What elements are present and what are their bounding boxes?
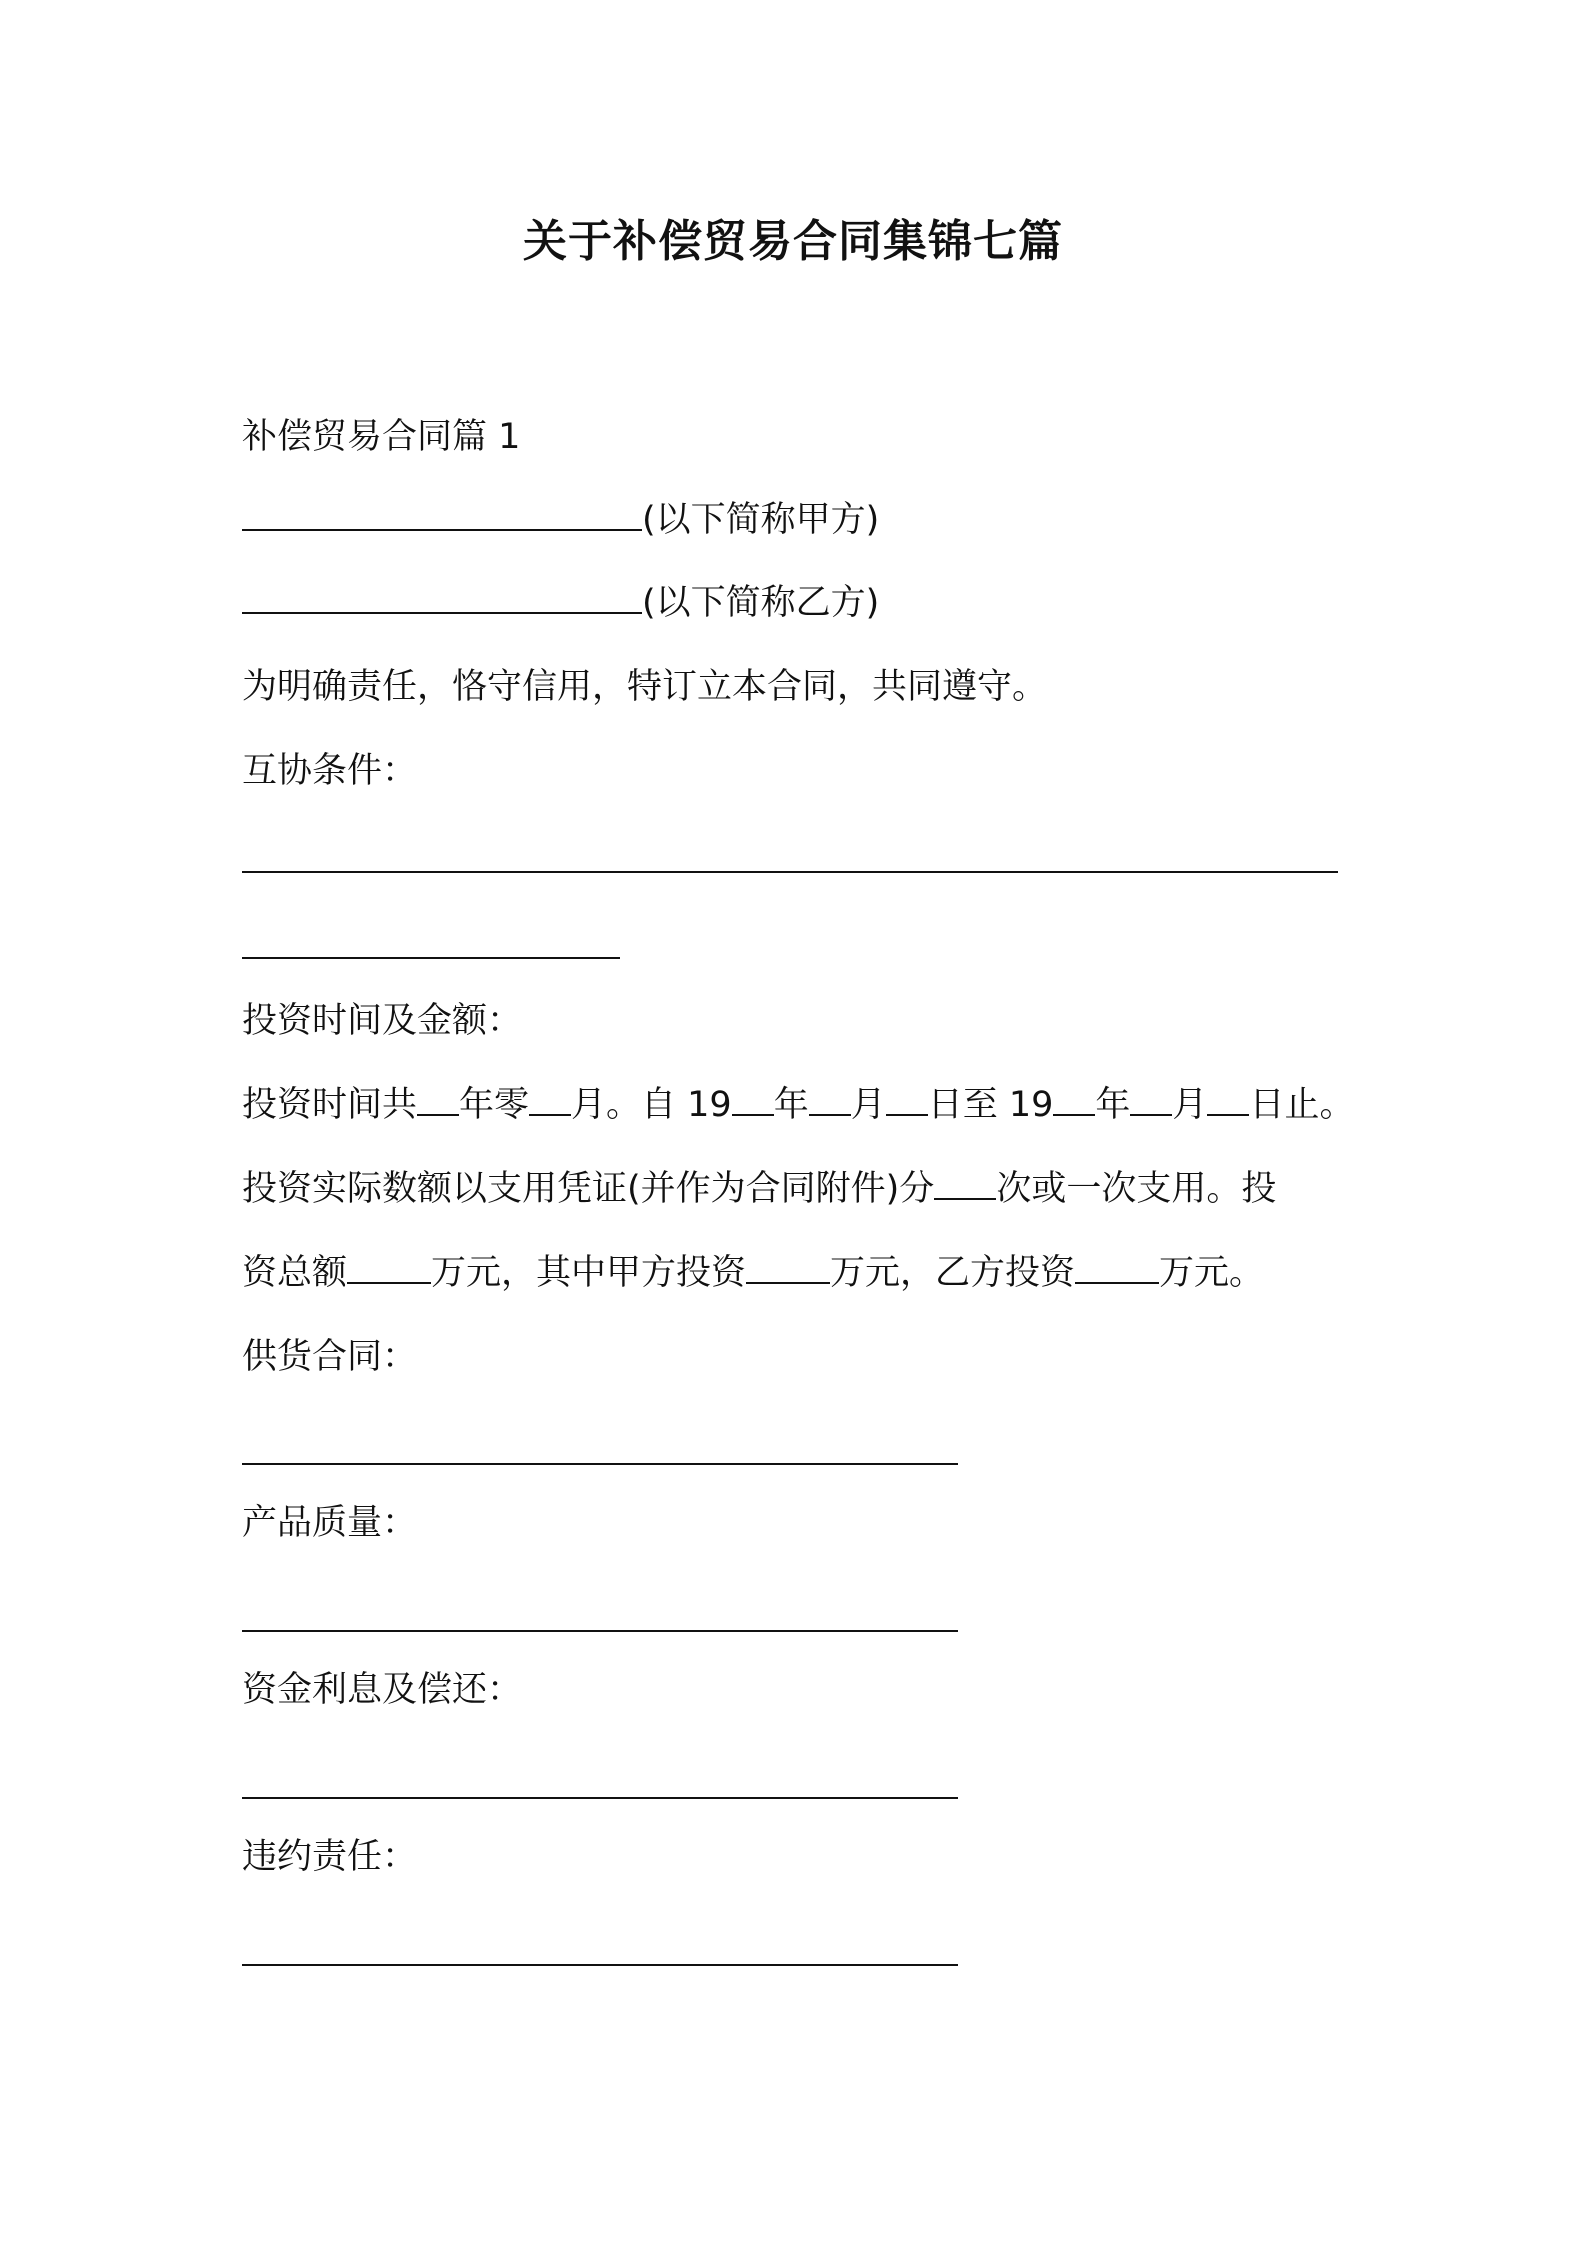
investment-amount-text: 投资实际数额以支用凭证(并作为合同附件)分 bbox=[242, 1169, 935, 1209]
total-amount-blank[interactable] bbox=[347, 1252, 431, 1284]
end-year-blank[interactable] bbox=[1053, 1084, 1095, 1116]
investment-amount-text: 次或一次支用。投 bbox=[996, 1169, 1277, 1209]
end-month-blank[interactable] bbox=[1130, 1084, 1172, 1116]
party-a-investment-blank[interactable] bbox=[746, 1252, 830, 1284]
investment-total-text: 万元，乙方投资 bbox=[830, 1253, 1076, 1293]
investment-time-text: 投资时间共 bbox=[242, 1085, 418, 1125]
months-blank[interactable] bbox=[529, 1084, 571, 1116]
investment-total-text: 万元，其中甲方投资 bbox=[431, 1253, 747, 1293]
product-quality-blank[interactable] bbox=[242, 1630, 958, 1632]
investment-time-line bbox=[242, 1080, 1354, 1130]
section-heading: 补偿贸易合同篇 1 bbox=[242, 417, 521, 457]
breach-blank[interactable] bbox=[242, 1964, 958, 1966]
supply-contract-blank[interactable] bbox=[242, 1463, 958, 1465]
mutual-terms-label: 互协条件： bbox=[242, 751, 418, 791]
years-blank[interactable] bbox=[417, 1084, 459, 1116]
party-a-blank[interactable] bbox=[242, 499, 642, 531]
party-a-line bbox=[242, 495, 879, 545]
funds-interest-blank[interactable] bbox=[242, 1797, 958, 1799]
breach-label: 违约责任： bbox=[242, 1837, 418, 1877]
investment-time-text: 月 bbox=[850, 1085, 886, 1125]
investment-time-text: 年零 bbox=[459, 1085, 530, 1125]
investment-time-text: 月 bbox=[1172, 1085, 1208, 1125]
mutual-terms-blank-1[interactable] bbox=[242, 871, 1338, 873]
party-b-investment-blank[interactable] bbox=[1075, 1252, 1159, 1284]
start-month-blank[interactable] bbox=[809, 1084, 851, 1116]
investment-total-text: 资总额 bbox=[242, 1253, 348, 1293]
investment-total-text: 万元。 bbox=[1159, 1253, 1265, 1293]
document-title: 关于补偿贸易合同集锦七篇 bbox=[523, 216, 1063, 267]
product-quality-label: 产品质量： bbox=[242, 1503, 418, 1543]
investment-label: 投资时间及金额： bbox=[242, 1001, 523, 1041]
supply-contract-label: 供货合同： bbox=[242, 1337, 418, 1377]
mutual-terms-blank-2[interactable] bbox=[242, 957, 620, 959]
investment-amount-line bbox=[242, 1164, 1276, 1214]
funds-interest-label: 资金利息及偿还： bbox=[242, 1670, 523, 1710]
end-day-blank[interactable] bbox=[1207, 1084, 1249, 1116]
start-year-blank[interactable] bbox=[732, 1084, 774, 1116]
intro-paragraph: 为明确责任，恪守信用，特订立本合同，共同遵守。 bbox=[242, 667, 1048, 707]
party-b-label: (以下简称乙方) bbox=[642, 583, 880, 623]
investment-time-text: 日止。 bbox=[1249, 1085, 1355, 1125]
party-b-blank[interactable] bbox=[242, 582, 642, 614]
installments-blank[interactable] bbox=[934, 1168, 996, 1200]
investment-time-text: 年 bbox=[773, 1085, 809, 1125]
party-b-line bbox=[242, 578, 879, 628]
party-a-label: (以下简称甲方) bbox=[642, 500, 880, 540]
investment-total-line bbox=[242, 1248, 1264, 1298]
start-day-blank[interactable] bbox=[886, 1084, 928, 1116]
investment-time-text: 月。自 19 bbox=[571, 1085, 732, 1125]
investment-time-text: 年 bbox=[1095, 1085, 1131, 1125]
investment-time-text: 日至 19 bbox=[927, 1085, 1054, 1125]
